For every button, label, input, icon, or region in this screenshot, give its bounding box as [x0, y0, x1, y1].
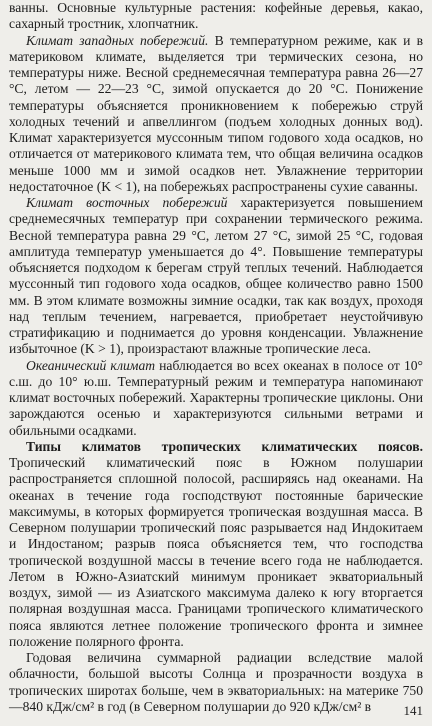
page-body: [9, 0, 423, 715]
paragraph-text: характеризуется повышением среднемесячных температур при сохранении термического режима. Весной температура равна 29 °С, летом 27 °С, зимой 25 °С, годовая амплитуда температур уменьшается до 4°. Повышение температуры объясняется подходом к берегам струй теплых течений. Наблюдается муссонный тип годового хода осадков, общее количество равно 1500 мм. В этом климате возможны зимние осадки, так как воздух, проходя над теплым течением, нагревается, приобретает неустойчивую стратификацию и поднимается до уровня конденсации. Увлажнение избыточное (K > 1), произрастают влажные тропические леса.: [9, 195, 424, 357]
paragraph-radiation: [9, 650, 423, 715]
paragraph-oceanic-climate: [9, 358, 423, 439]
paragraph-text: ванны. Основные культурные растения: кофейные деревья, какао, сахарный тростник, хлопчатник.: [9, 0, 423, 32]
paragraph-tropical-climate-types: [9, 439, 423, 650]
section-heading: Типы климатов тропических климатических поясов.: [26, 438, 423, 454]
paragraph-text: Годовая величина суммарной радиации вследствие малой облачности, большой высоты Солнца и прозрачности воздуха в тропических широтах больше, чем в экваториальных: на материке 750—840 кДж/см² в год (в Северном полушарии до 920 кДж/см² в: [9, 650, 423, 714]
paragraph-text: наблюдается во всех океанах в полосе от 10° с.ш. до 10° ю.ш. Температурный режим и температура напоминают климат восточных побережий. Характерны тропические циклоны. Они зарождаются осенью и характеризуются сильными ветрами и обильными осадками.: [9, 357, 423, 438]
paragraph-text: В температурном режиме, как и в материковом климате, выделяется три термических сезона, но температуры ниже. Весной среднемесячная температура равна 26—27 °С, летом — 22—23 °С, зимой опускается до 20 °С. Понижение температуры объясняется проникновением к побережью струй холодных течений и апвеллингом (подъем холодных донных вод). Климат характеризуется муссонным типом годового хода осадков, но отличается от материкового климата тем, что общая величина осадков меньше 1000 мм и зимой осадков нет. Увлажнение территории недостаточное (K < 1), на побережьях распространены сухие саванны.: [9, 32, 423, 194]
paragraph-west-coast-climate: [9, 33, 423, 196]
paragraph-heading: Океанический климат: [26, 357, 156, 373]
paragraph-east-coast-climate: [9, 195, 423, 358]
paragraph-intro: [9, 0, 423, 33]
paragraph-text: Тропический климатический пояс в Южном полушарии распространяется сплошной полосой, расширяясь над океанами. На океанах в течение года господствуют постоянные барические максимумы, в которых формируется тропическая воздушная масса. В Северном полушарии тропический пояс разрывается над Индокитаем и Индостаном; разрыв пояса объясняется тем, что господства тропической воздушной массы в течение всего года не наблюдается. Летом в Южно-Азиатский минимум проникает экваториальный воздух, зимой — из Азиатского максимума далеко к югу вторгается полярная воздушная масса. Границами тропического климатического пояса являются летнее положение тропического фронта и зимнее положение полярного фронта.: [9, 455, 423, 649]
page-number: 141: [403, 703, 423, 718]
paragraph-heading: Климат восточных побережий: [26, 195, 228, 210]
paragraph-heading: Климат западных побережий.: [26, 32, 209, 48]
